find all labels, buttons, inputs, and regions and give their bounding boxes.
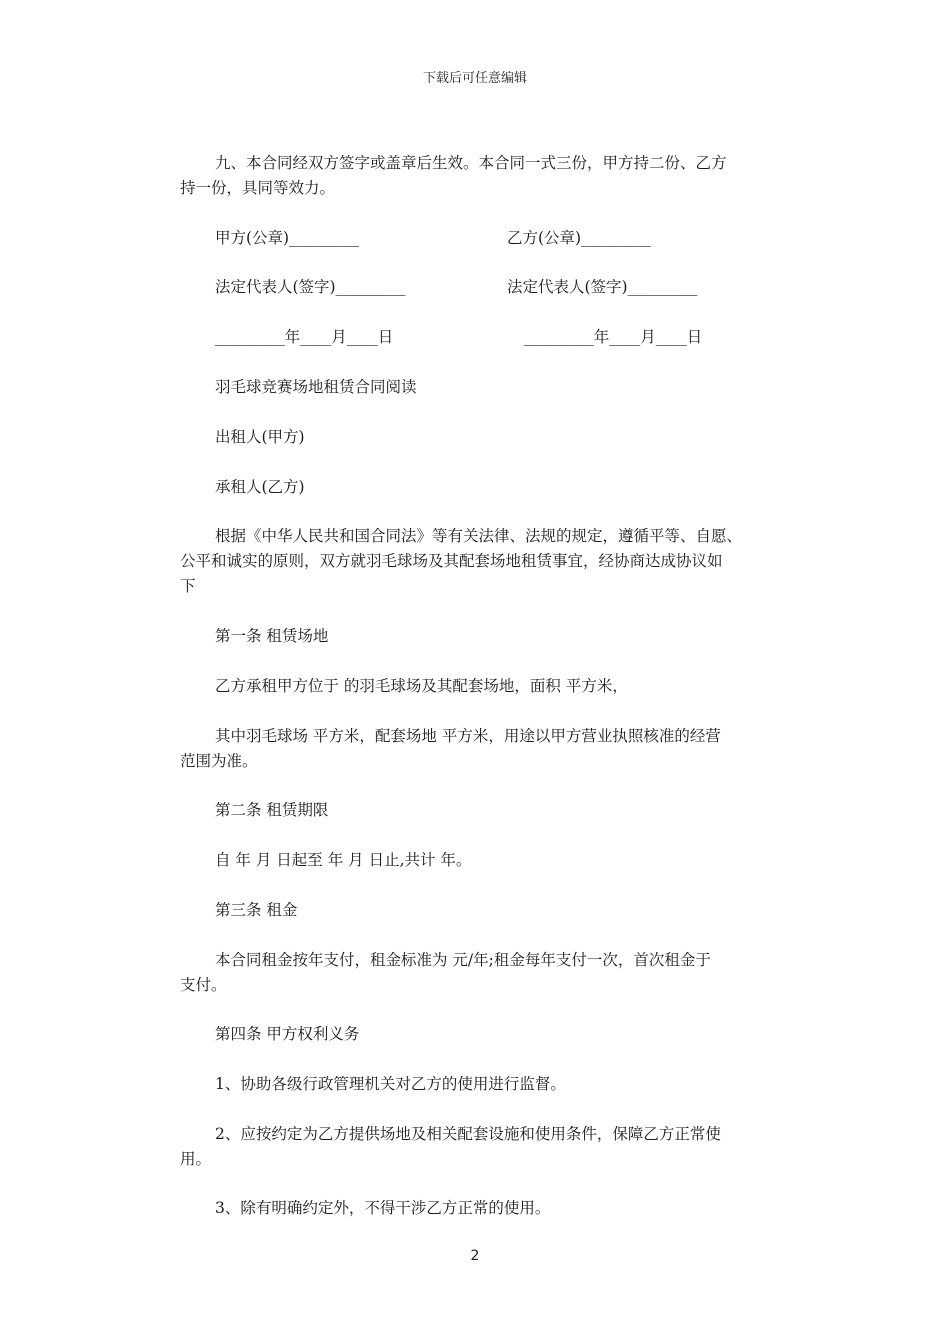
article-1-paragraph-1: 乙方承租甲方位于 的羽毛球场及其配套场地，面积 平方米， — [215, 677, 628, 695]
contract-title: 羽毛球竞赛场地租赁合同阅读 — [215, 378, 417, 396]
article-4-title: 第四条 甲方权利义务 — [215, 1025, 360, 1043]
preamble-line-3: 下 — [180, 577, 196, 595]
article-4-item-2-line-2: 用。 — [180, 1150, 212, 1168]
lessee-label: 承租人(乙方) — [215, 478, 305, 496]
article-1-title: 第一条 租赁场地 — [215, 627, 329, 645]
article-3-paragraph-line-2: 支付。 — [180, 976, 227, 994]
clause-9-line-1: 九、本合同经双方签字或盖章后生效。本合同一式三份，甲方持二份、乙方 — [215, 154, 727, 172]
article-1-paragraph-2-line-2: 范围为准。 — [180, 752, 258, 770]
preamble-line-2: 公平和诚实的原则，双方就羽毛球场及其配套场地租赁事宜，经协商达成协议如 — [180, 552, 723, 570]
party-a-date-field: _________年____月____日 — [215, 328, 394, 346]
page-header: 下载后可任意编辑 — [422, 71, 527, 86]
page-number: 2 — [470, 1248, 480, 1264]
clause-9-line-2: 持一份，具同等效力。 — [180, 179, 336, 197]
party-a-representative-field: 法定代表人(签字)_________ — [215, 278, 406, 296]
party-a-seal-field: 甲方(公章)_________ — [215, 229, 359, 247]
preamble-line-1: 根据《中华人民共和国合同法》等有关法律、法规的规定，遵循平等、自愿、 — [215, 527, 743, 545]
party-b-date-field: _________年____月____日 — [524, 328, 703, 346]
lessor-label: 出租人(甲方) — [215, 428, 305, 446]
article-2-title: 第二条 租赁期限 — [215, 801, 329, 819]
article-3-paragraph-line-1: 本合同租金按年支付，租金标准为 元/年;租金每年支付一次，首次租金于 — [215, 951, 711, 969]
article-4-item-3: 3、除有明确约定外，不得干涉乙方正常的使用。 — [215, 1199, 551, 1217]
party-b-representative-field: 法定代表人(签字)_________ — [507, 278, 698, 296]
party-b-seal-field: 乙方(公章)_________ — [507, 229, 651, 247]
article-3-title: 第三条 租金 — [215, 901, 298, 919]
article-2-paragraph-1: 自 年 月 日起至 年 月 日止,共计 年。 — [215, 851, 472, 869]
article-4-item-2-line-1: 2、应按约定为乙方提供场地及相关配套设施和使用条件，保障乙方正常使 — [215, 1125, 721, 1143]
article-1-paragraph-2-line-1: 其中羽毛球场 平方米，配套场地 平方米，用途以甲方营业执照核准的经营 — [215, 727, 721, 745]
article-4-item-1: 1、协助各级行政管理机关对乙方的使用进行监督。 — [215, 1075, 566, 1093]
